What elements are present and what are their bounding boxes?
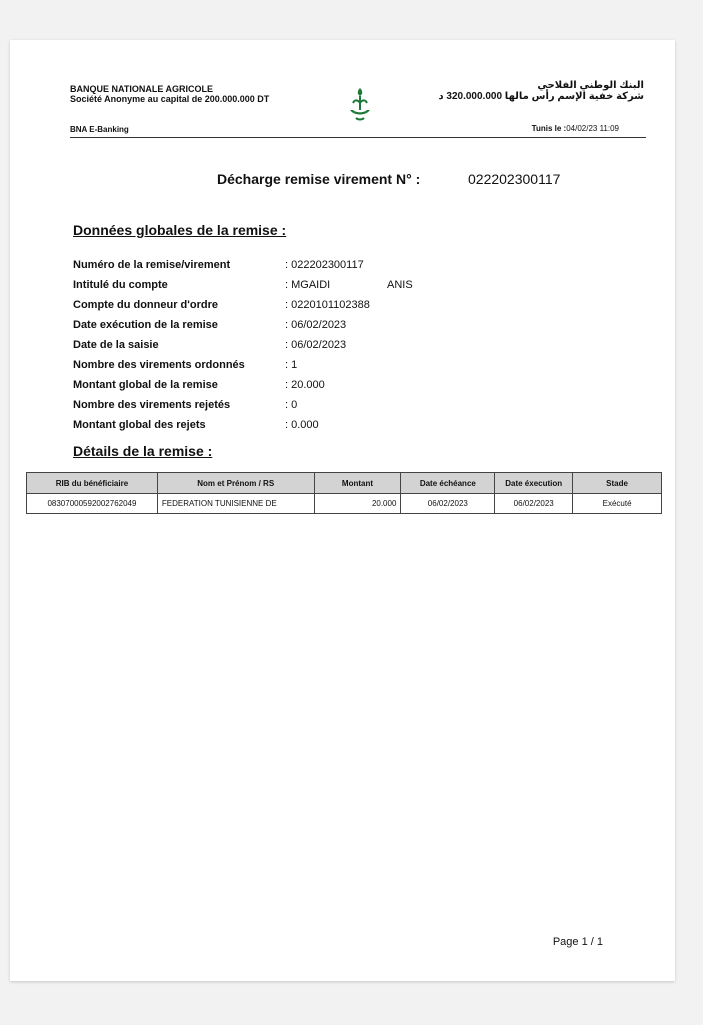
header-divider: [70, 137, 646, 138]
field-label: Date exécution de la remise: [73, 319, 218, 331]
cell-due-date: 06/02/2023: [401, 494, 495, 514]
bank-name-ar: البنك الوطني الفلاحي: [537, 80, 644, 91]
global-data-heading: Données globales de la remise :: [73, 222, 287, 238]
details-table: [26, 472, 662, 514]
details-heading: Détails de la remise :: [73, 443, 213, 459]
field-row: [73, 259, 633, 279]
field-value: : 06/02/2023: [285, 319, 347, 331]
field-value: : 06/02/2023: [285, 339, 347, 351]
document-datetime: 04/02/23 11:09: [566, 124, 619, 133]
bank-header-ar: [438, 80, 644, 102]
bank-capital-ar: شركة خفية الإسم رأس مالها 320.000.000 د: [438, 91, 644, 102]
field-label: Montant global des rejets: [73, 419, 206, 431]
field-row: [73, 399, 633, 419]
page-number: Page 1 / 1: [552, 936, 603, 948]
field-row: [73, 279, 633, 299]
column-header-status: Stade: [573, 473, 662, 494]
field-row: [73, 419, 633, 439]
field-label: Nombre des virements ordonnés: [73, 359, 245, 371]
field-label: Compte du donneur d'ordre: [73, 299, 218, 311]
service-name: BNA E-Banking: [70, 125, 129, 134]
field-value: : 1: [285, 359, 298, 371]
column-header-rib: RIB du bénéficiaire: [27, 473, 158, 494]
column-header-name: Nom et Prénom / RS: [157, 473, 314, 494]
bank-name-fr: BANQUE NATIONALE AGRICOLE: [70, 84, 213, 94]
cell-amount: 20.000: [314, 494, 401, 514]
field-value: : 022202300117: [285, 259, 364, 271]
table-header-row: [27, 473, 662, 494]
field-row: [73, 359, 633, 379]
cell-rib: 08307000592002762049: [27, 494, 158, 514]
field-value-extra: ANIS: [387, 279, 413, 291]
field-label: Intitulé du compte: [73, 279, 168, 291]
cell-status: Exécuté: [573, 494, 662, 514]
document-number: 022202300117: [468, 171, 561, 187]
document-title: Décharge remise virement N° :: [217, 171, 421, 187]
document-page: [10, 40, 675, 981]
bna-logo-icon: [347, 86, 373, 122]
field-row: [73, 319, 633, 339]
global-data-fields: [73, 259, 633, 439]
column-header-amount: Montant: [314, 473, 401, 494]
location-date: [532, 124, 619, 133]
field-label: Numéro de la remise/virement: [73, 259, 231, 271]
column-header-execution-date: Date éxecution: [495, 473, 573, 494]
field-label: Montant global de la remise: [73, 379, 218, 391]
field-value: : 20.000: [285, 379, 325, 391]
column-header-due-date: Date échéance: [401, 473, 495, 494]
cell-name: FEDERATION TUNISIENNE DE: [157, 494, 314, 514]
field-value: : 0220101102388: [285, 299, 370, 311]
field-row: [73, 299, 633, 319]
field-value: : 0.000: [285, 419, 319, 431]
cell-execution-date: 06/02/2023: [495, 494, 573, 514]
bank-capital-fr: Société Anonyme au capital de 200.000.000 DT: [70, 94, 270, 104]
bank-header-fr: [70, 84, 269, 104]
location-label: Tunis le :: [531, 124, 567, 133]
table-row: [27, 494, 662, 514]
field-value: : MGAIDI: [285, 279, 331, 291]
field-label: Date de la saisie: [73, 339, 159, 351]
field-label: Nombre des virements rejetés: [73, 399, 231, 411]
field-value: : 0: [285, 399, 298, 411]
field-row: [73, 379, 633, 399]
field-row: [73, 339, 633, 359]
